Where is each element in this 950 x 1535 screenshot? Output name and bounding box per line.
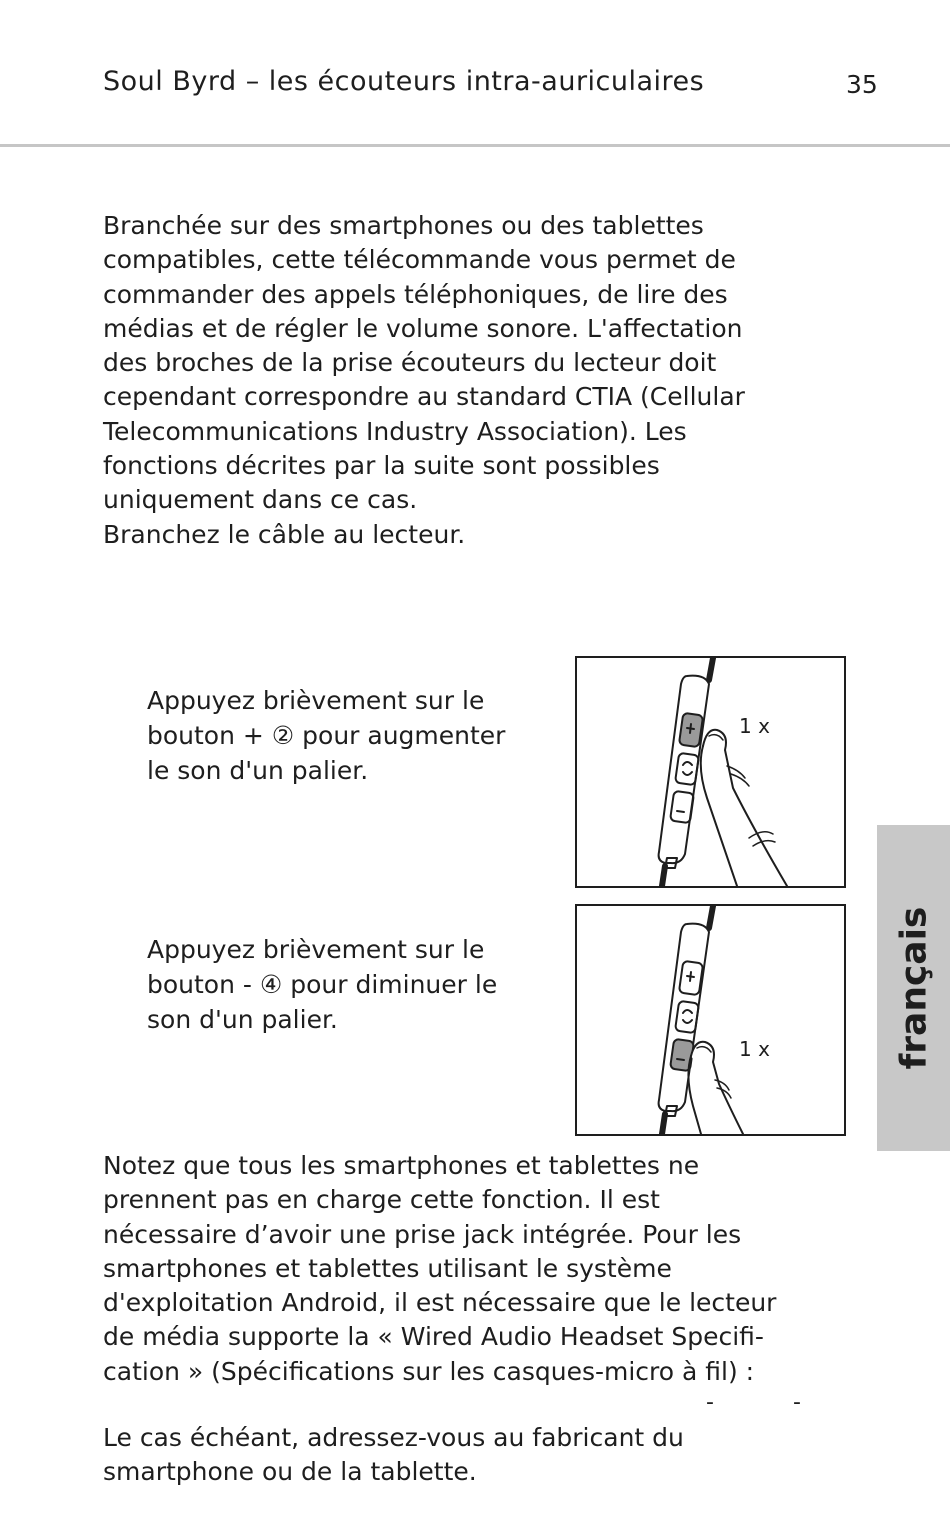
stray-dash: - [706,1390,714,1415]
header-title: Soul Byrd – les écouteurs intra-auriculaires [103,66,705,97]
text-line: Telecommunications Industry Association). Les [103,416,687,446]
text-line: médias et de régler le volume sonore. L'affectation [103,313,743,343]
step-volume-down-text [147,932,497,1037]
text-line: prennent pas en charge cette fonction. Il est [103,1185,660,1215]
text-line: Branchez le câble au lecteur. [103,519,466,549]
closing-paragraph [103,1421,684,1490]
page-number: 35 [846,70,878,99]
text-line: commander des appels téléphoniques, de lire des [103,279,728,309]
text-line: d'exploitation Android, il est nécessaire que le lecteur [103,1288,777,1318]
language-tab [877,825,950,1151]
step-volume-up-text [147,683,505,788]
note-paragraph [103,1149,776,1389]
remote-press-plus-icon [577,658,844,886]
header-divider [0,144,950,147]
text-line: des broches de la prise écouteurs du lecteur doit [103,348,717,378]
remote-press-plus-figure [575,656,846,888]
text-line: le son d'un palier. [147,756,369,785]
figure-press-count: 1 x [739,714,770,738]
text-line: bouton - ④ pour diminuer le [147,970,498,999]
text-line: Le cas échéant, adressez-vous au fabricant du [103,1423,684,1452]
text-line: Notez que tous les smartphones et tablettes ne [103,1151,700,1180]
remote-press-minus-icon [577,906,844,1134]
text-line: compatibles, cette télécommande vous permet de [103,245,736,275]
text-line: Appuyez brièvement sur le [147,686,485,715]
figure-press-count: 1 x [739,1037,770,1061]
text-line: smartphone ou de la tablette. [103,1457,477,1487]
language-tab-label: français [893,906,934,1070]
text-line: nécessaire d’avoir une prise jack intégrée. Pour les [103,1219,742,1249]
text-line: fonctions décrites par la suite sont possibles [103,451,660,481]
text-line: Branchée sur des smartphones ou des tablettes [103,211,704,240]
text-line: bouton + ② pour augmenter [147,721,506,750]
text-line: son d'un palier. [147,1005,338,1034]
text-line: smartphones et tablettes utilisant le système [103,1253,672,1283]
text-line: cependant correspondre au standard CTIA (Cellular [103,382,745,412]
text-line: uniquement dans ce cas. [103,485,418,515]
intro-paragraph [103,209,745,552]
remote-press-minus-figure [575,904,846,1136]
stray-dash: - [793,1390,801,1415]
text-line: Appuyez brièvement sur le [147,935,485,964]
text-line: cation » (Spécifications sur les casques-micro à fil) : [103,1356,755,1386]
text-line: de média supporte la « Wired Audio Headset Specifi- [103,1322,764,1352]
